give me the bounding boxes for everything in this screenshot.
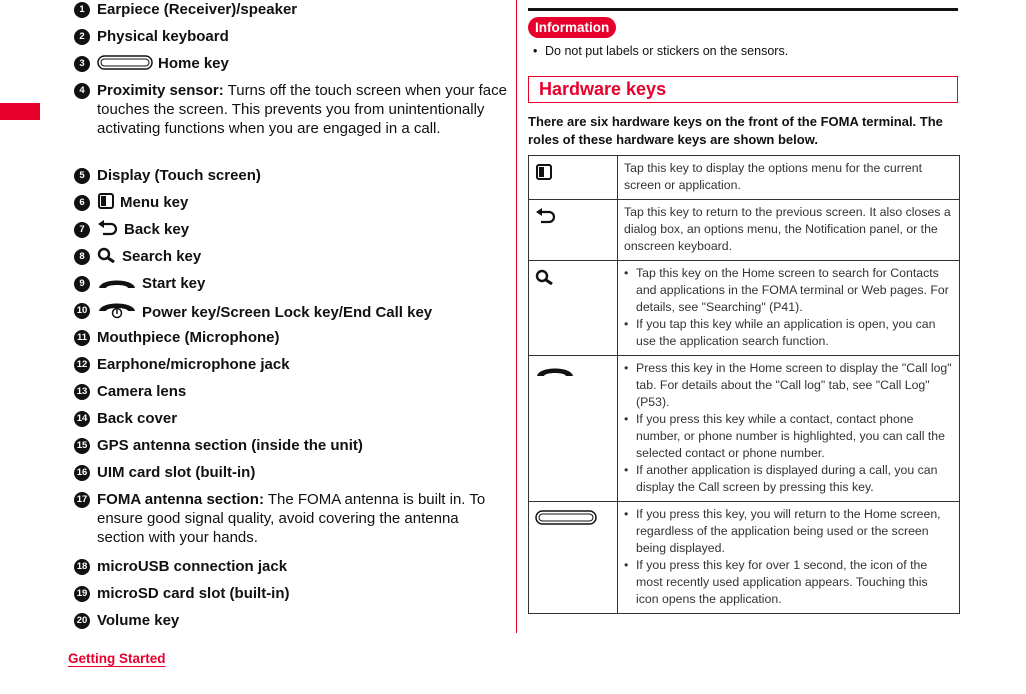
item-number: 2 — [74, 29, 90, 45]
item-number: 6 — [74, 195, 90, 211]
column-divider — [516, 0, 517, 633]
item-label: Earpiece (Receiver)/speaker — [97, 1, 298, 18]
item-description: The FOMA antenna is built in. To ensure good signal quality, avoid covering the antenna section with your hands. — [97, 491, 486, 546]
table-row — [529, 502, 960, 614]
start-key-icon — [97, 276, 137, 295]
table-row — [529, 200, 960, 261]
item-number: 9 — [74, 276, 90, 292]
item-number: 8 — [74, 249, 90, 265]
item-number: 10 — [74, 303, 90, 319]
item-number: 16 — [74, 465, 90, 481]
hardware-keys-title: Hardware keys — [539, 79, 667, 99]
section-tab-marker — [0, 103, 40, 120]
hardware-keys-intro: There are six hardware keys on the front of the FOMA terminal. The roles of these hardware keys are shown below. — [528, 114, 943, 147]
table-row — [529, 261, 960, 356]
item-number: 11 — [74, 330, 90, 346]
row-bullet: • If you press this key, you will return to the Home screen, regardless of the application being used or the screen being displayed. — [624, 506, 953, 557]
search-key-icon — [535, 274, 555, 288]
item-number: 7 — [74, 222, 90, 238]
item-number: 4 — [74, 83, 90, 99]
power-key-icon — [97, 301, 137, 324]
item-label: microUSB connection jack — [97, 558, 288, 575]
row-bullet: • If you press this key while a contact, contact phone number, or phone number is highlighted, you can call the selected contact or phone number. — [624, 411, 953, 462]
back-key-icon — [535, 213, 557, 227]
hardware-keys-heading — [528, 76, 958, 103]
item-label: Volume key — [97, 612, 180, 629]
item-label: Camera lens — [97, 383, 187, 400]
row-bullet: • Press this key in the Home screen to display the "Call log" tab. For details about the "Call log" tab, see "Call Log" (P53). — [624, 360, 953, 411]
hardware-keys-table — [528, 155, 960, 614]
row-description: Tap this key to return to the previous screen. It also closes a dialog box, an options menu, the Notification panel, or the onscreen keyboard. — [624, 205, 951, 253]
back-key-icon — [97, 220, 119, 241]
section-footer-link[interactable]: Getting Started — [68, 651, 166, 666]
item-label: Earphone/microphone jack — [97, 356, 290, 373]
item-label: Menu key — [120, 194, 189, 211]
item-label: Mouthpiece (Microphone) — [97, 329, 280, 346]
item-label: Back cover — [97, 410, 178, 427]
item-number: 17 — [74, 492, 90, 508]
item-label: Proximity sensor: — [97, 82, 224, 99]
item-label: Home key — [158, 55, 229, 72]
item-label: Power key/Screen Lock key/End Call key — [142, 304, 433, 321]
item-label: Back key — [124, 221, 190, 238]
item-label: Search key — [122, 248, 202, 265]
item-label: FOMA antenna section: — [97, 491, 264, 508]
search-key-icon — [97, 247, 117, 268]
item-label: GPS antenna section (inside the unit) — [97, 437, 363, 454]
item-label: microSD card slot (built-in) — [97, 585, 290, 602]
table-row — [529, 156, 960, 200]
row-bullet: • If you tap this key while an application is open, you can use the application search function. — [624, 316, 953, 350]
home-key-icon — [535, 514, 597, 528]
item-description: Turns off the touch screen when your face touches the screen. This prevents you from unintentionally activating functions when you are engaged in a call. — [97, 82, 507, 137]
row-description: Tap this key to display the options menu for the current screen or application. — [624, 161, 923, 192]
item-number: 1 — [74, 2, 90, 18]
menu-key-icon — [97, 193, 115, 214]
item-label: Physical keyboard — [97, 28, 229, 45]
row-bullet: • Tap this key on the Home screen to search for Contacts and applications in the FOMA terminal or Web pages. For details, see "Searching" (P41). — [624, 265, 953, 316]
item-number: 14 — [74, 411, 90, 427]
row-bullet: • If another application is displayed during a call, you can display the Call screen by pressing this key. — [624, 462, 953, 496]
home-key-icon — [97, 55, 153, 75]
item-number: 19 — [74, 586, 90, 602]
item-number: 5 — [74, 168, 90, 184]
top-rule — [528, 8, 958, 11]
item-label: Start key — [142, 275, 206, 292]
table-row — [529, 356, 960, 502]
start-key-icon — [535, 367, 575, 381]
item-number: 20 — [74, 613, 90, 629]
item-number: 18 — [74, 559, 90, 575]
item-number: 15 — [74, 438, 90, 454]
item-number: 13 — [74, 384, 90, 400]
item-number: 3 — [74, 56, 90, 72]
information-badge: Information — [528, 17, 616, 38]
item-label: Display (Touch screen) — [97, 167, 261, 184]
menu-key-icon — [535, 169, 553, 183]
row-bullet: • If you press this key for over 1 second, the icon of the most recently used application appears. Touching this icon opens the application. — [624, 557, 953, 608]
information-note: • Do not put labels or stickers on the sensors. — [533, 44, 1026, 58]
item-label: UIM card slot (built-in) — [97, 464, 256, 481]
item-number: 12 — [74, 357, 90, 373]
